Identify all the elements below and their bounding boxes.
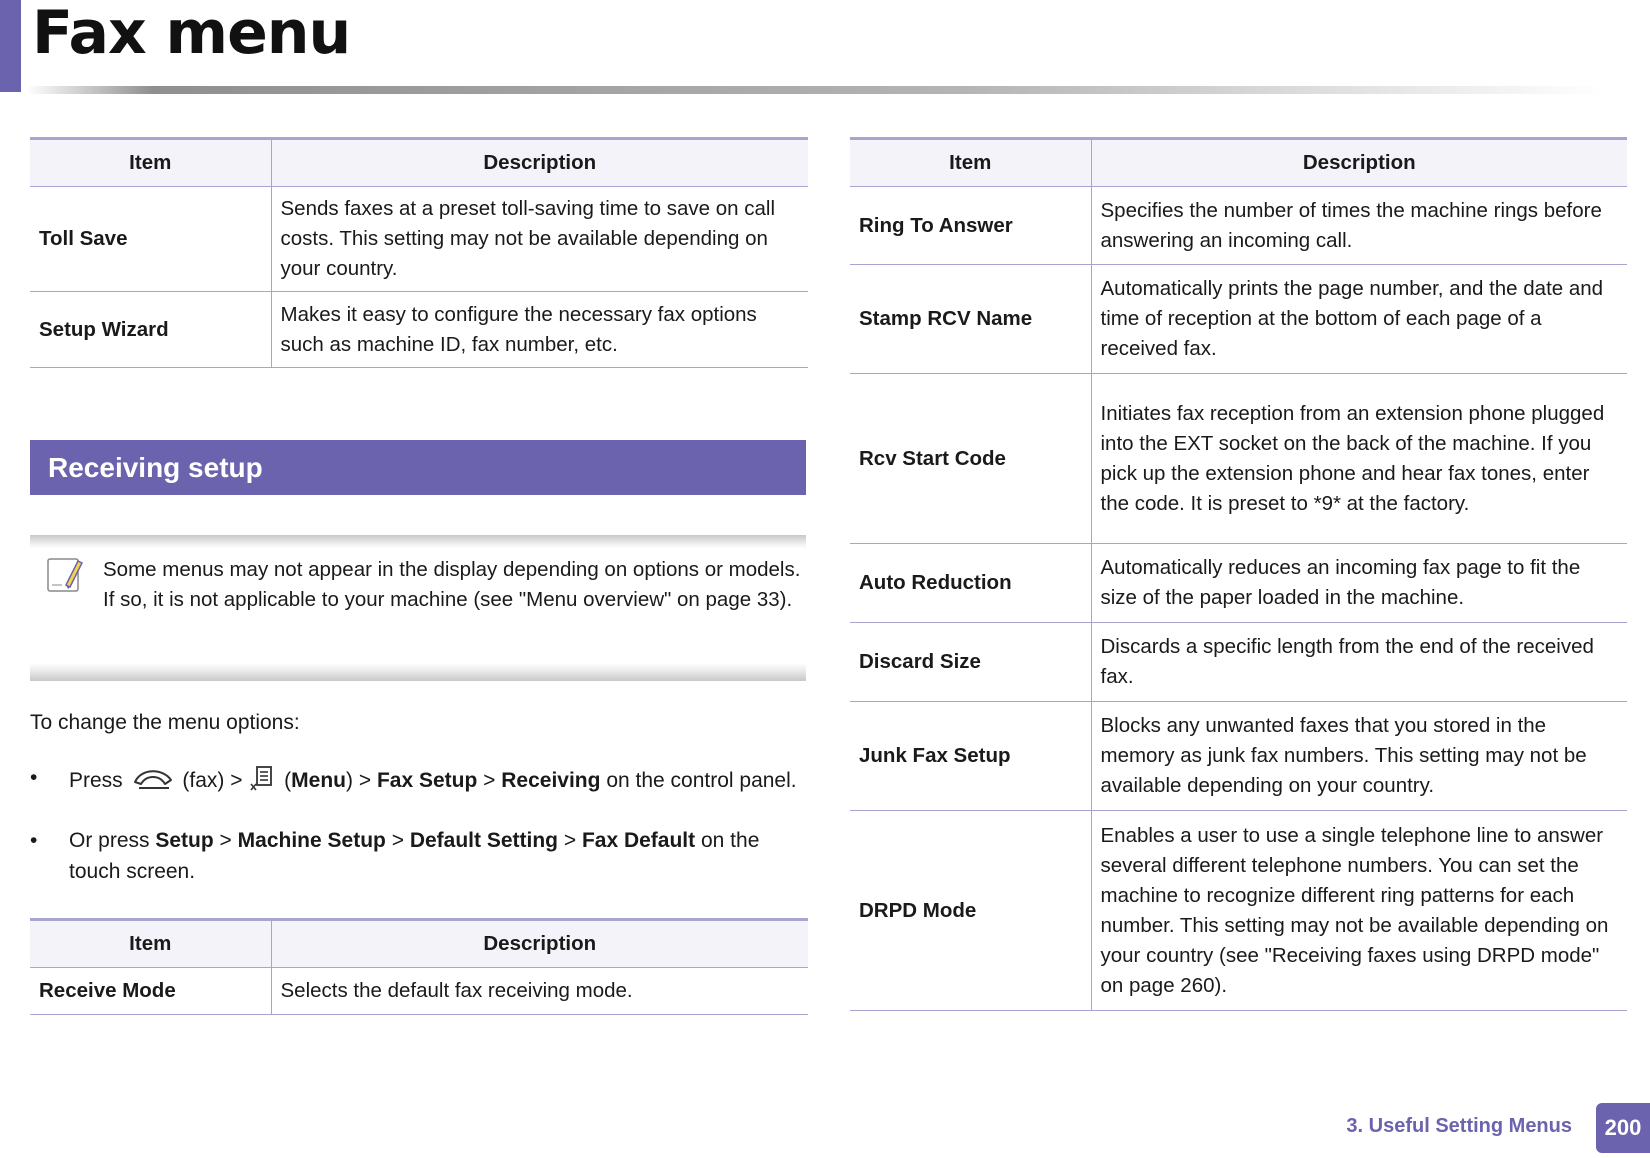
step-text: (fax) > xyxy=(182,769,243,793)
table-row xyxy=(850,187,1627,265)
description-cell: Automatically reduces an incoming fax page to fit the size of the paper loaded in the machine. xyxy=(1091,544,1627,623)
column-header-description: Description xyxy=(1091,139,1627,187)
step-separator: > xyxy=(563,829,577,852)
setup-label: Setup xyxy=(155,829,214,852)
description-cell: Initiates fax reception from an extension phone plugged into the EXT socket on the back of the machine. If you pick up the extension phone and hear fax tones, enter the code. It is preset to *9* at the factory. xyxy=(1091,374,1627,544)
table-row xyxy=(850,374,1627,544)
description-cell: Makes it easy to configure the necessary fax options such as machine ID, fax number, etc. xyxy=(271,292,808,368)
column-header-item: Item xyxy=(850,139,1091,187)
fax-setup-label: Fax Setup xyxy=(376,769,478,793)
menu-label: Menu xyxy=(291,769,346,793)
receiving-label: Receiving xyxy=(501,769,601,793)
column-header-description: Description xyxy=(271,920,808,968)
item-cell: Auto Reduction xyxy=(850,544,1091,623)
description-cell: Enables a user to use a single telephone line to answer several different telephone numbers. You can set the machine to recognize different ring patterns for each number. This setting may not be available depending on your country (see "Receiving faxes using DRPD mode" on page 260). xyxy=(1091,811,1627,1011)
description-cell: Blocks any unwanted faxes that you stored in the memory as junk fax numbers. This setting may not be available depending on your country. xyxy=(1091,702,1627,811)
step-separator: > xyxy=(219,829,232,852)
title-divider xyxy=(26,86,1606,94)
table-header-row xyxy=(30,139,808,187)
step-separator: > xyxy=(483,769,496,793)
table-row xyxy=(30,292,808,368)
table-row xyxy=(30,968,808,1015)
step-text: ( xyxy=(284,769,292,793)
item-cell: Toll Save xyxy=(30,187,271,292)
description-cell: Automatically prints the page number, and the date and time of reception at the bottom of each page of a received fax. xyxy=(1091,265,1627,374)
page-number: 200 xyxy=(1596,1103,1650,1153)
settings-table-top-left xyxy=(30,137,808,368)
item-cell: DRPD Mode xyxy=(850,811,1091,1011)
item-cell: Stamp RCV Name xyxy=(850,265,1091,374)
note-text: Some menus may not appear in the display depending on options or models. If so, it is not applicable to your machine (see "Menu overview" on page 33). xyxy=(103,558,801,611)
table-row xyxy=(850,544,1627,623)
instructions-intro: To change the menu options: xyxy=(30,711,300,734)
step-text: Or press xyxy=(69,829,150,852)
fax-default-label: Fax Default xyxy=(581,829,696,852)
table-row xyxy=(850,702,1627,811)
column-header-item: Item xyxy=(30,139,271,187)
step-text: on the control panel. xyxy=(606,769,797,793)
step-separator: > xyxy=(391,829,404,852)
instruction-list xyxy=(30,762,810,911)
description-cell: Specifies the number of times the machine rings before answering an incoming call. xyxy=(1091,187,1627,265)
table-row xyxy=(850,811,1627,1011)
table-row xyxy=(850,623,1627,702)
table-header-row xyxy=(850,139,1627,187)
settings-table-bottom-left xyxy=(30,918,808,1015)
item-cell: Receive Mode xyxy=(30,968,271,1015)
list-item xyxy=(30,825,810,887)
note-box xyxy=(30,535,806,681)
item-cell: Junk Fax Setup xyxy=(850,702,1091,811)
settings-table-right xyxy=(850,137,1627,1011)
item-cell: Setup Wizard xyxy=(30,292,271,368)
list-item xyxy=(30,762,810,801)
column-header-item: Item xyxy=(30,920,271,968)
machine-setup-label: Machine Setup xyxy=(237,829,386,852)
section-heading: Receiving setup xyxy=(30,440,806,495)
menu-icon xyxy=(248,762,278,801)
table-row xyxy=(30,187,808,292)
step-text: Press xyxy=(69,769,123,793)
step-text: ) > xyxy=(346,769,372,793)
note-pencil-icon xyxy=(46,555,84,595)
table-row xyxy=(850,265,1627,374)
default-setting-label: Default Setting xyxy=(409,829,558,852)
column-header-description: Description xyxy=(271,139,808,187)
step-text: on the touch screen. xyxy=(69,829,760,883)
description-cell: Discards a specific length from the end of the received fax. xyxy=(1091,623,1627,702)
item-cell: Rcv Start Code xyxy=(850,374,1091,544)
accent-bar xyxy=(0,0,21,92)
table-header-row xyxy=(30,920,808,968)
chapter-label: 3. Useful Setting Menus xyxy=(1346,1115,1572,1137)
fax-handset-icon xyxy=(129,762,177,801)
item-cell: Discard Size xyxy=(850,623,1091,702)
page-title: Fax menu xyxy=(32,0,351,68)
description-cell: Sends faxes at a preset toll-saving time to save on call costs. This setting may not be available depending on your country. xyxy=(271,187,808,292)
description-cell: Selects the default fax receiving mode. xyxy=(271,968,808,1015)
item-cell: Ring To Answer xyxy=(850,187,1091,265)
